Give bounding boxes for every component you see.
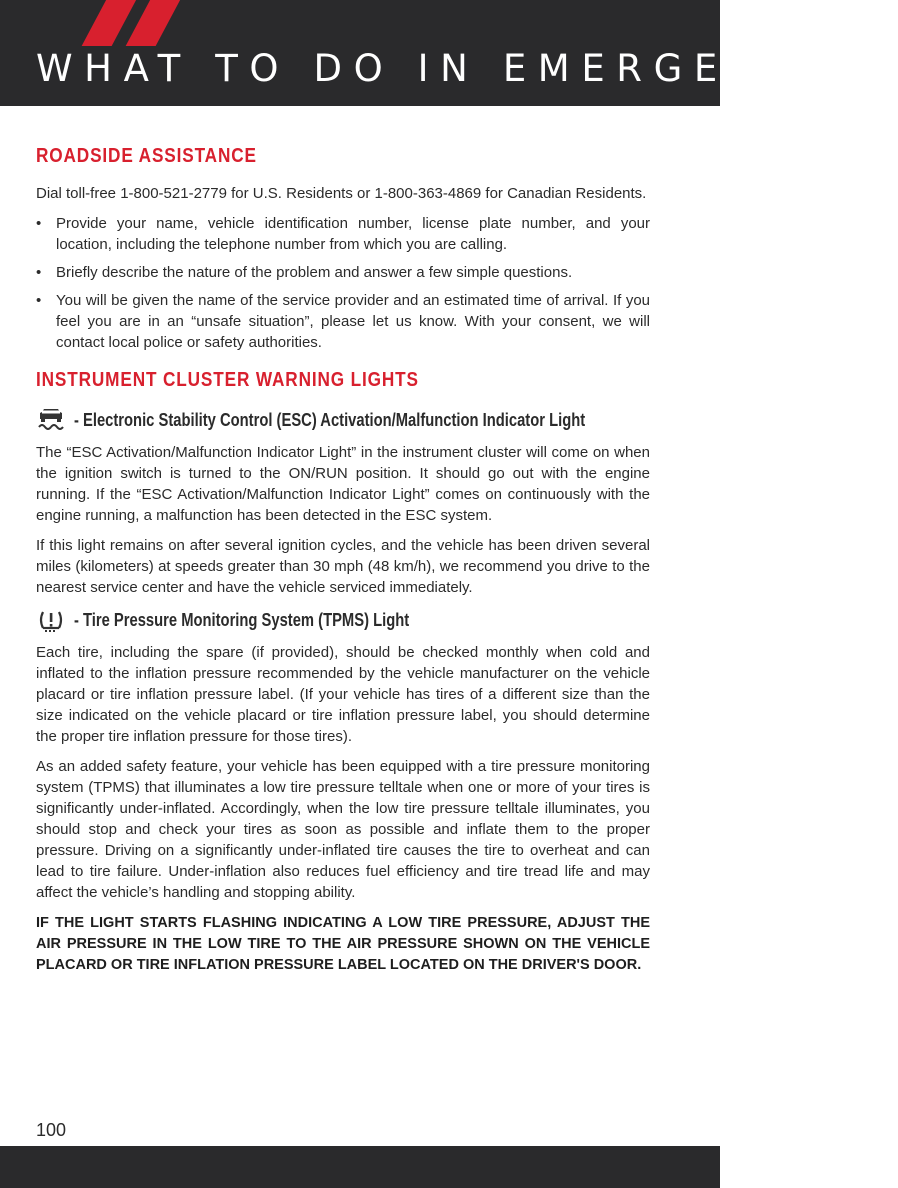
list-item-text: Briefly describe the nature of the problem and answer a few simple questions. xyxy=(56,264,573,281)
bullet-icon: • xyxy=(36,264,42,281)
tpms-warning-notice: IF THE LIGHT STARTS FLASHING INDICATING A LOW TIRE PRESSURE, ADJUST THE AIR PRESSURE IN THE LOW TIRE TO THE AIR PRESSURE SHOWN ON THE VEHICLE PLACARD OR TIRE INFLATION PRESSURE LABEL LOCATED ON THE DRIVER'S DOOR. xyxy=(36,915,650,973)
section-heading-roadside: ROADSIDE ASSISTANCE xyxy=(36,145,257,167)
list-item-text: Provide your name, vehicle identification number, license plate number, and your location, including the telephone number from which you are calling. xyxy=(56,215,650,253)
footer-bar xyxy=(0,1146,720,1188)
tpms-subheading xyxy=(36,607,650,633)
page-header xyxy=(0,0,898,106)
list-item xyxy=(36,213,650,255)
esc-title: - Electronic Stability Control (ESC) Activation/Malfunction Indicator Light xyxy=(74,409,586,430)
tpms-paragraph: Each tire, including the spare (if provided), should be checked monthly when cold and inflated to the inflation pressure recommended by the vehicle manufacturer on the vehicle placard or tire inflation pressure label. (If your vehicle has tires of a different size than the size indicated on the vehicle placard or tire inflation pressure label, you should determine the proper tire inflation pressure for those tires). xyxy=(36,644,650,745)
page-content xyxy=(36,143,650,985)
tire-pressure-warning-icon xyxy=(36,607,66,633)
section-heading-warning-lights: INSTRUMENT CLUSTER WARNING LIGHTS xyxy=(36,369,419,391)
list-item xyxy=(36,290,650,353)
tpms-title: - Tire Pressure Monitoring System (TPMS) Light xyxy=(74,609,410,630)
bullet-icon: • xyxy=(36,215,42,232)
bullet-icon: • xyxy=(36,292,42,309)
roadside-intro: Dial toll-free 1-800-521-2779 for U.S. Residents or 1-800-363-4869 for Canadian Residents. xyxy=(36,185,647,202)
esc-paragraph: The “ESC Activation/Malfunction Indicator Light” in the instrument cluster will come on when the ignition switch is turned to the ON/RUN position. It should go out with the engine running. If the “ESC Activation/Malfunction Indicator Light” comes on continuously with the engine running, a malfunction has been detected in the ESC system. xyxy=(36,444,650,524)
esc-skid-car-icon xyxy=(36,407,66,433)
page-number: 100 xyxy=(36,1120,67,1140)
tpms-paragraph: As an added safety feature, your vehicle has been equipped with a tire pressure monitoring system (TPMS) that illuminates a low tire pressure telltale when one or more of your tires is significantly under-inflated. Accordingly, when the low tire pressure telltale illuminates, you should stop and check your tires as soon as possible and inflate them to the proper pressure. Driving on a significantly under-inflated tire causes the tire to overheat and can lead to tire failure. Under-inflation also reduces fuel efficiency and tire tread life and may affect the vehicle’s handling and stopping ability. xyxy=(36,758,650,901)
list-item xyxy=(36,262,650,283)
chapter-title: WHAT TO DO IN EMERGENCIES xyxy=(36,47,898,90)
roadside-bullet-list xyxy=(36,213,650,353)
header-stripe xyxy=(126,0,185,46)
esc-paragraph: If this light remains on after several ignition cycles, and the vehicle has been driven several miles (kilometers) at speeds greater than 30 mph (48 km/h), we recommend you drive to the nearest service center and have the vehicle serviced immediately. xyxy=(36,537,650,596)
list-item-text: You will be given the name of the service provider and an estimated time of arrival. If you feel you are in an “unsafe situation”, please let us know. With your consent, we will contact local police or safety authorities. xyxy=(56,292,650,351)
esc-subheading xyxy=(36,407,650,433)
